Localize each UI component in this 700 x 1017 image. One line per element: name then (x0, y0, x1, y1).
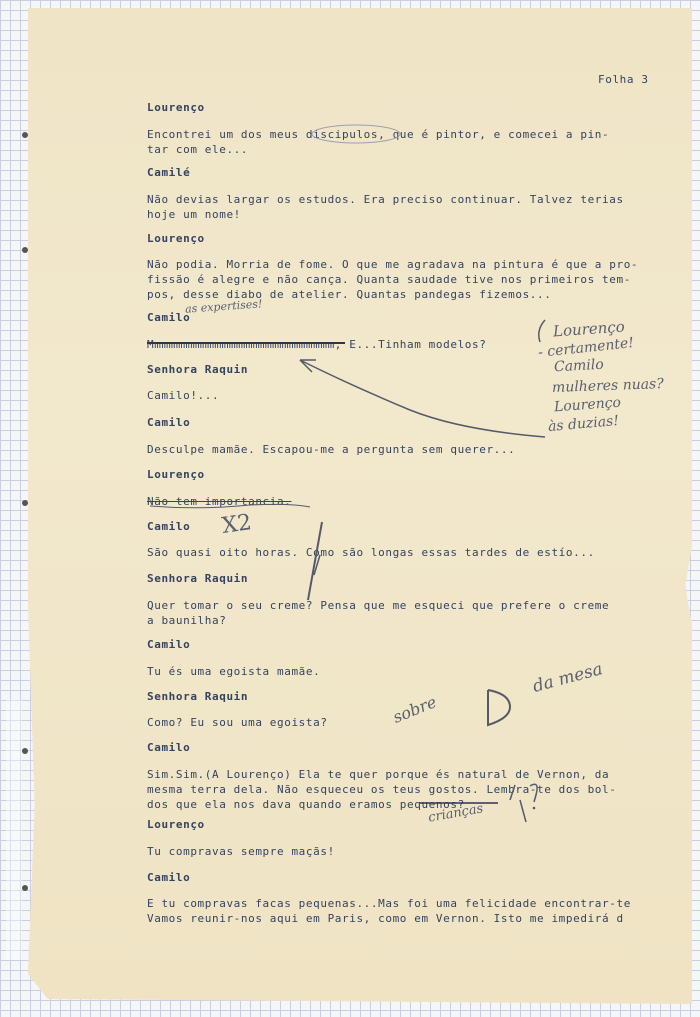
speaker-label: Lourenço (147, 232, 205, 245)
pencil-x2-mark: X2 (220, 510, 254, 539)
pencil-slash (308, 522, 322, 600)
margin-note: - certamente! (537, 335, 635, 361)
folio-number: Folha 3 (598, 73, 649, 86)
margin-note: às duzias! (547, 412, 620, 436)
speaker-label: Senhora Raquin (147, 363, 249, 376)
dialogue-line-struck: Não tem importancia. (147, 495, 292, 508)
pencil-d-mark (488, 690, 510, 725)
dialogue-line: Como? Eu sou uma egoista? (147, 716, 328, 729)
pencil-note: as expertises! (184, 297, 263, 316)
pencil-question-mark (530, 784, 537, 802)
dialogue-line: dos que ela nos dava quando eramos pequenos? (147, 798, 465, 811)
speaker-label: Camilo (147, 311, 191, 324)
margin-note: Lourenço (553, 394, 622, 416)
dialogue-line: Desculpe mamãe. Escapou-me a pergunta sem querer... (147, 443, 516, 456)
dialogue-line: Quer tomar o seu creme? Pensa que me esqueci que prefere o creme (147, 599, 610, 612)
speaker-label: Lourenço (147, 101, 205, 114)
dialogue-line: mesma terra dela. Não esqueceu os teus gostos. Lembra-te dos bol- (147, 783, 617, 796)
pencil-bracket (539, 320, 545, 342)
dialogue-line: Mmmmmmmmmmmmmmmmmmmmmmmmmm, E...Tinham modelos? (147, 338, 487, 351)
dialogue-line: a baunilha? (147, 614, 227, 627)
pencil-note: crianças (427, 801, 485, 826)
speaker-label: Senhora Raquin (147, 690, 249, 703)
pencil-slash (520, 800, 526, 822)
speaker-label: Camilo (147, 416, 191, 429)
dialogue-line: fissão é alegre e não cança. Quanta saudade tive nos primeiros tem- (147, 273, 631, 286)
dialogue-line: Não devias largar os estudos. Era preciso continuar. Talvez terias (147, 193, 624, 206)
speaker-label: Lourenço (147, 468, 205, 481)
dialogue-line: tar com ele... (147, 143, 249, 156)
speaker-label: Lourenço (147, 818, 205, 831)
pencil-note: sobre (390, 692, 440, 727)
pencil-note: da mesa (530, 659, 605, 697)
margin-note: mulheres nuas? (551, 376, 665, 396)
dialogue-line: hoje um nome! (147, 208, 241, 221)
dialogue-line: E tu compravas facas pequenas...Mas foi uma felicidade encontrar-te (147, 897, 631, 910)
pencil-question-dot (533, 807, 536, 810)
speaker-label: Camilo (147, 741, 191, 754)
dialogue-line: Vamos reunir-nos aqui em Paris, como em Vernon. Isto me impedirá d (147, 912, 624, 925)
pencil-arrow-line (300, 360, 545, 437)
dialogue-line: Camilo!... (147, 389, 220, 402)
dialogue-line: pos, desse diabo de atelier. Quantas pandegas fizemos... (147, 288, 552, 301)
speaker-label: Camilo (147, 871, 191, 884)
pencil-slash (510, 785, 515, 800)
speaker-label: Senhora Raquin (147, 572, 249, 585)
dialogue-line: São quasi oito horas. Como são longas essas tardes de estío... (147, 546, 595, 559)
dialogue-line: Não podia. Morria de fome. O que me agradava na pintura é que a pro- (147, 258, 639, 271)
dialogue-line: Tu compravas sempre maçãs! (147, 845, 335, 858)
margin-note: Camilo (553, 356, 605, 376)
dialogue-line: Encontrei um dos meus discipulos, que é pintor, e comecei a pin- (147, 128, 610, 141)
margin-note: Lourenço (552, 317, 626, 341)
pencil-wave (150, 504, 310, 507)
dialogue-line: Tu és uma egoista mamãe. (147, 665, 321, 678)
dialogue-line: Sim.Sim.(A Lourenço) Ela te quer porque és natural de Vernon, da (147, 768, 610, 781)
pencil-circle (312, 125, 400, 143)
speaker-label: Camilo (147, 638, 191, 651)
speaker-label: Camilo (147, 520, 191, 533)
speaker-label: Camilé (147, 166, 191, 179)
